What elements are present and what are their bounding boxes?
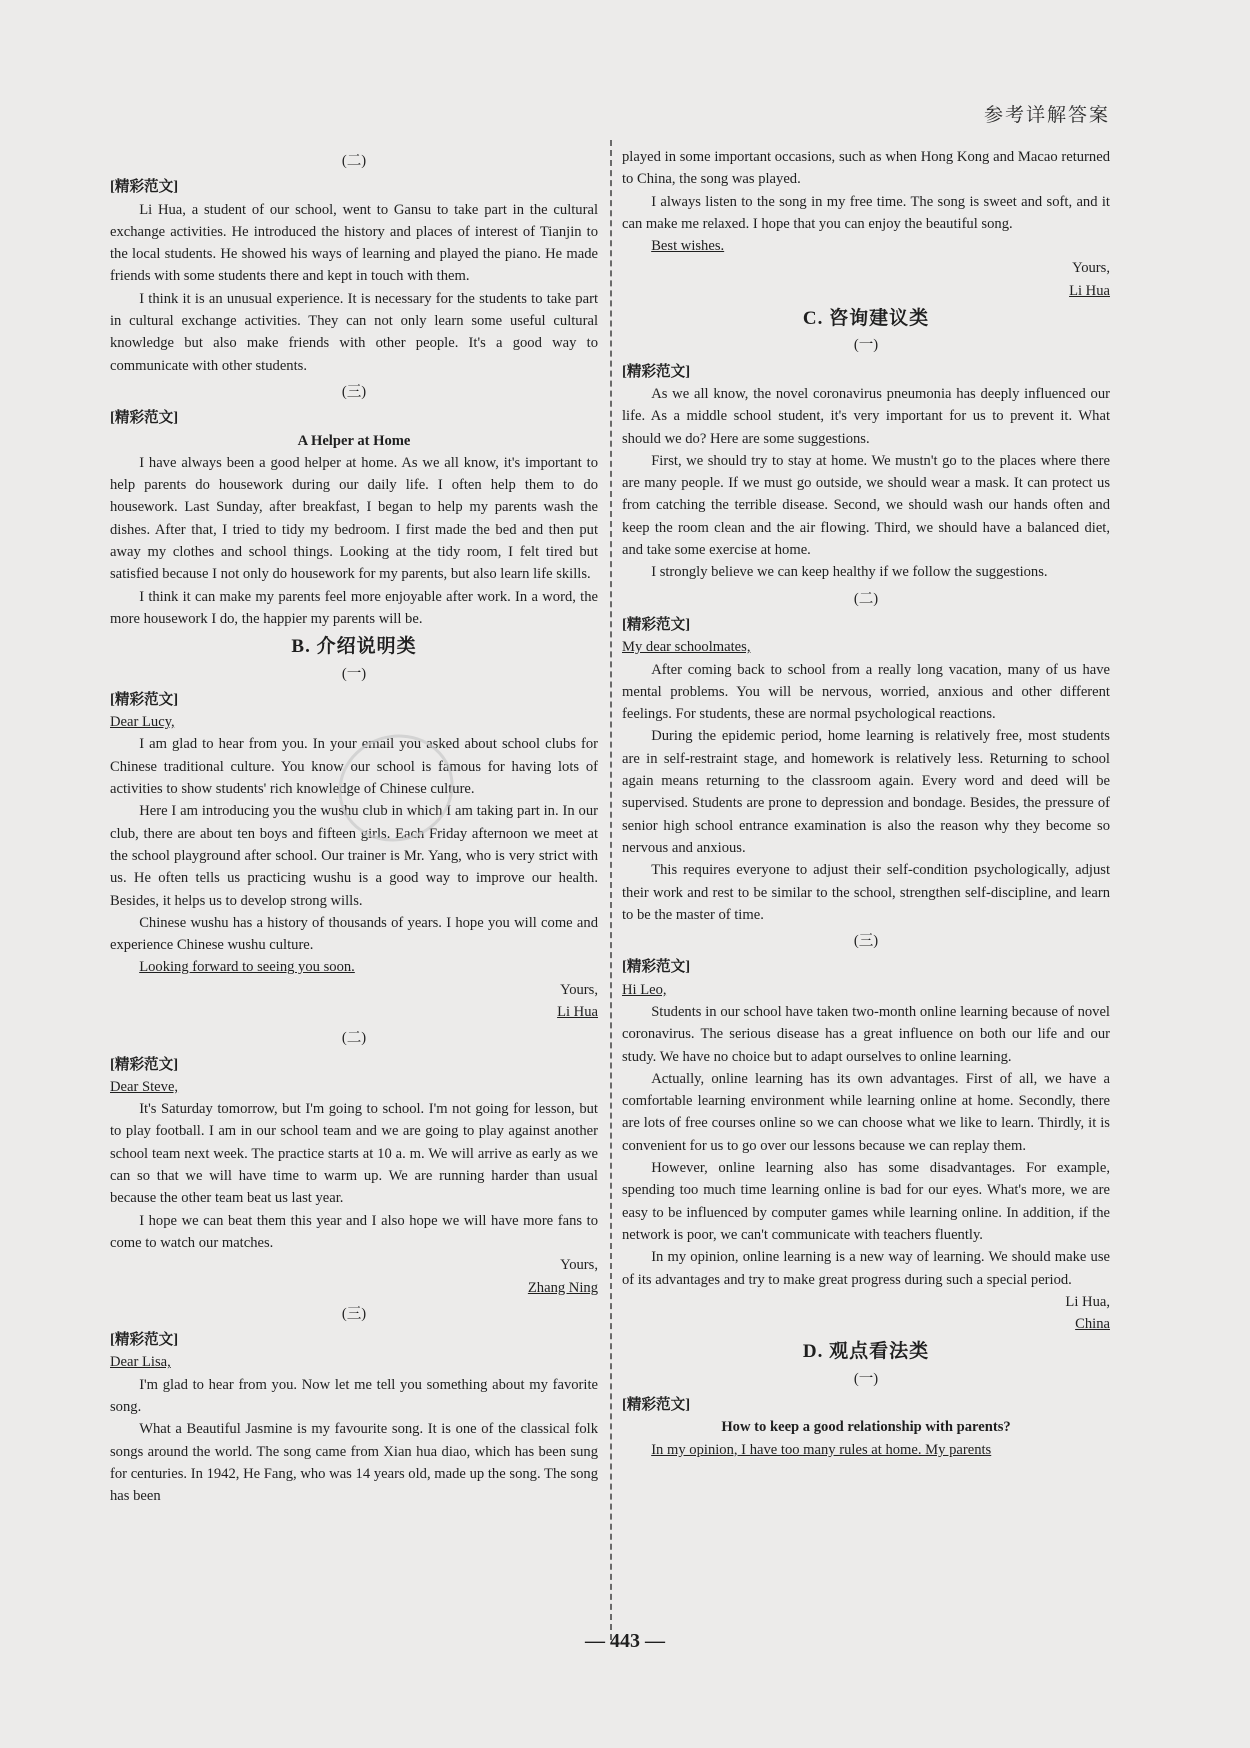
paragraph: Here I am introducing you the wushu club in which I am taking part in. In our club, there are about ten boys and fifteen girls. Each Friday afternoon we meet at the school playground after school. Our trainer is Mr. Yang, who is very strict with us. He often tells us practicing wushu is a good way to improve our health. Besides, it helps us to develop strong wills. bbox=[110, 803, 598, 909]
signature-name: Zhang Ning bbox=[527, 1279, 598, 1296]
signature-closing: Yours, bbox=[560, 1257, 598, 1274]
section-number: (三) bbox=[341, 383, 367, 400]
paragraph: What a Beautiful Jasmine is my favourite song. It is one of the classical folk songs around the world. The song came from Xian hua diao, which has been sung for centuries. In 1942, He Fang, who was 14 years old, made up the song. The song has been bbox=[110, 1421, 598, 1505]
greeting: Hi Leo, bbox=[622, 981, 667, 998]
paragraph: I think it is an unusual experience. It is necessary for the students to take part in cultural exchange activities. They can not only learn some useful cultural knowledge but also make friends with other people. It's a good way to communicate with other students. bbox=[110, 290, 598, 374]
essay-title: How to keep a good relationship with parents? bbox=[721, 1419, 1011, 1436]
section-number: (三) bbox=[853, 933, 879, 950]
paragraph: As we all know, the novel coronavirus pneumonia has deeply influenced our life. As a middle school student, it's very important for us to prevent it. What should we do? Here are some suggestions. bbox=[622, 385, 1110, 447]
sample-tag: [精彩范文] bbox=[110, 691, 179, 708]
section-number: (三) bbox=[341, 1305, 367, 1322]
sample-tag: [精彩范文] bbox=[110, 410, 179, 427]
sample-tag: [精彩范文] bbox=[622, 1397, 691, 1414]
sample-tag: [精彩范文] bbox=[110, 179, 179, 196]
paragraph: Chinese wushu has a history of thousands of years. I hope you will come and experience Chinese wushu culture. bbox=[110, 914, 598, 954]
paragraph: In my opinion, online learning is a new way of learning. We should make use of its advantages and try to make great progress during such a special period. bbox=[622, 1249, 1110, 1288]
paragraph: Best wishes. bbox=[651, 238, 725, 255]
paragraph: However, online learning also has some disadvantages. For example, spending too much time learning online is bad for our eyes. What's more, we are easy to be influenced by computer games while learning online. In addition, if the network is poor, we can't communicate with teachers fluently. bbox=[622, 1160, 1110, 1243]
sample-tag: [精彩范文] bbox=[110, 1332, 179, 1349]
page-header: 参考详解答案 bbox=[983, 105, 1110, 126]
section-number: (一) bbox=[853, 1370, 879, 1387]
section-heading: C. 咨询建议类 bbox=[802, 308, 930, 330]
paragraph: Li Hua, a student of our school, went to Gansu to take part in the cultural exchange activities. He introduced the history and places of interest of Tianjin to the local students. He showed his ways of learning and played the piano. He made friends with some students there and kept in touch with them. bbox=[110, 201, 598, 285]
signature-closing: Li Hua, bbox=[1065, 1293, 1110, 1310]
paragraph: I strongly believe we can keep healthy if we follow the suggestions. bbox=[651, 564, 1048, 581]
paragraph: played in some important occasions, such as when Hong Kong and Macao returned to China, the song was played. bbox=[622, 149, 1110, 188]
paragraph: First, we should try to stay at home. We mustn't go to the places where there are many people. If we must go outside, we should wear a mask. It can protect us from catching the terrible disease. Second, we should wash our hands often and keep the room clean and the air flowing. Third, we should have a balanced diet, and take some exercise at home. bbox=[622, 452, 1110, 559]
signature-name: China bbox=[1075, 1316, 1110, 1333]
paragraph: Looking forward to seeing you soon. bbox=[139, 959, 355, 976]
paragraph: I have always been a good helper at home. As we all know, it's important to help parents do housework during our daily life. I often help them to do housework. Last Sunday, after breakfast, I began to help my parents wash the dishes. After that, I tried to tidy my bedroom. I first made the bed and then put away my clothes and school things. Looking at the tidy room, I felt tired but satisfied because I not only do housework for my parents, but also learn life skills. bbox=[110, 454, 598, 583]
paragraph: During the epidemic period, home learning is relatively free, most students are in self-restraint stage, and homework is relatively less. Returning to school again means returning to the classroom again. Every word and deed will be supervised. Students are prone to depression and bondage. Besides, the pressure of senior high school entrance examination is also the reason why they become so nervous and anxious. bbox=[622, 728, 1110, 856]
paragraph: It's Saturday tomorrow, but I'm going to school. I'm not going for lesson, but to play football. I am in our school team and we are going to play against another school team next week. The practice starts at 10 a. m. We will arrive as early as we can so that we will have time to warm up. We are running harder than usual because the other team beat us last year. bbox=[110, 1101, 598, 1207]
paragraph: I'm glad to hear from you. Now let me tell you something about my favorite song. bbox=[110, 1376, 598, 1416]
paragraph: I hope we can beat them this year and I also hope we will have more fans to come to watch our matches. bbox=[110, 1212, 598, 1251]
essay-title: A Helper at Home bbox=[297, 432, 411, 449]
page-number: — 443 — bbox=[585, 1630, 665, 1652]
sample-tag: [精彩范文] bbox=[622, 616, 691, 633]
signature-name: Li Hua bbox=[557, 1003, 598, 1020]
paragraph: In my opinion, I have too many rules at home. My parents bbox=[651, 1441, 992, 1458]
section-number: (一) bbox=[853, 337, 879, 354]
greeting: Dear Steve, bbox=[110, 1078, 179, 1095]
sample-tag: [精彩范文] bbox=[622, 959, 691, 976]
sample-tag: [精彩范文] bbox=[110, 1056, 179, 1073]
greeting: My dear schoolmates, bbox=[622, 639, 751, 656]
paragraph: I always listen to the song in my free time. The song is sweet and soft, and it can make me relaxed. I hope that you can enjoy the beautiful song. bbox=[622, 193, 1110, 232]
sample-tag: [精彩范文] bbox=[622, 363, 691, 380]
section-number: (一) bbox=[341, 665, 367, 682]
greeting: Dear Lucy, bbox=[110, 714, 175, 731]
section-number: (二) bbox=[853, 590, 879, 607]
section-number: (二) bbox=[341, 1030, 367, 1047]
paragraph: I think it can make my parents feel more enjoyable after work. In a word, the more housework I do, the happier my parents will be. bbox=[110, 588, 598, 627]
paragraph: This requires everyone to adjust their self-condition psychologically, adjust their work and rest to be similar to the school, strengthen self-discipline, and learn to be the master of time. bbox=[622, 862, 1110, 923]
paragraph: Students in our school have taken two-month online learning because of novel coronavirus. The serious disease has a great influence on both our life and our study. We have no choice but to adapt ourselves to online learning. bbox=[622, 1003, 1110, 1065]
paragraph: After coming back to school from a really long vacation, many of us have mental problems. You will be nervous, worried, anxious and other different feelings. For students, these are normal psychological reactions. bbox=[622, 661, 1110, 723]
section-heading: D. 观点看法类 bbox=[802, 1341, 930, 1363]
signature-closing: Yours, bbox=[1072, 260, 1110, 277]
section-number: (二) bbox=[341, 153, 367, 169]
column-divider bbox=[610, 140, 612, 1640]
paragraph: Actually, online learning has its own advantages. First of all, we have a comfortable learning environment while learning online at home. Secondly, there are lots of free courses online so we can choose what we like to learn. Thirdly, it is convenient for us to go over our lessons because we can replay them. bbox=[622, 1070, 1110, 1154]
section-heading: B. 介绍说明类 bbox=[291, 636, 417, 658]
signature-closing: Yours, bbox=[560, 981, 598, 998]
paragraph: I am glad to hear from you. In your email you asked about school clubs for Chinese traditional culture. You know our school is famous for having lots of activities to show students' rich knowledge of Chinese culture. bbox=[110, 736, 598, 798]
greeting: Dear Lisa, bbox=[110, 1354, 171, 1371]
signature-name: Li Hua bbox=[1069, 282, 1110, 299]
right-column bbox=[622, 146, 1110, 1461]
